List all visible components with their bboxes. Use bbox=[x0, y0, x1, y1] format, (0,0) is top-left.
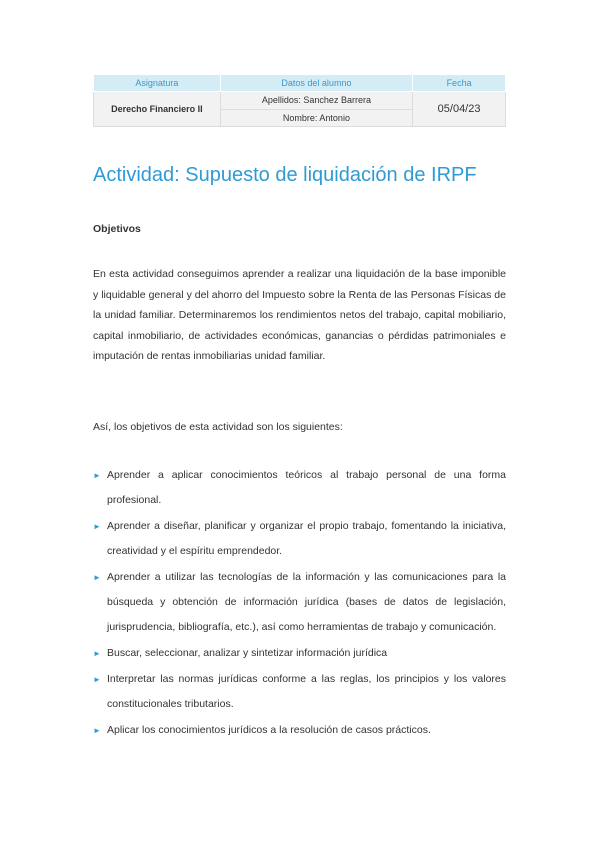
list-item bbox=[93, 565, 506, 640]
list-item bbox=[93, 641, 506, 666]
header-col-date: Fecha bbox=[413, 75, 506, 92]
list-item bbox=[93, 514, 506, 564]
arrow-bullet-icon: ► bbox=[93, 471, 101, 480]
arrow-bullet-icon: ► bbox=[93, 675, 101, 684]
arrow-bullet-icon: ► bbox=[93, 726, 101, 735]
list-item-text: Buscar, seleccionar, analizar y sintetizar información jurídica bbox=[107, 647, 388, 659]
objectives-heading: Objetivos bbox=[93, 223, 141, 235]
list-item bbox=[93, 463, 506, 513]
list-item bbox=[93, 718, 506, 743]
header-col-subject: Asignatura bbox=[94, 75, 221, 92]
list-item bbox=[93, 667, 506, 717]
list-item-text: Aprender a utilizar las tecnologías de la información y las comunicaciones para la búsqueda y obtención de información jurídica (bases de datos de legislación, jurisprudencia, bibliografía, etc.), así como herramientas de trabajo y comunicación. bbox=[107, 571, 506, 633]
name-cell: Nombre: Antonio bbox=[220, 109, 412, 127]
list-item-text: Aprender a aplicar conocimientos teóricos al trabajo personal de una forma profesional. bbox=[107, 469, 506, 506]
objectives-lead: Así, los objetivos de esta actividad son los siguientes: bbox=[93, 421, 343, 433]
arrow-bullet-icon: ► bbox=[93, 573, 101, 582]
list-item-text: Interpretar las normas jurídicas conforme a las reglas, los principios y los valores constitucionales tributarios. bbox=[107, 673, 506, 710]
header-table bbox=[93, 74, 506, 127]
arrow-bullet-icon: ► bbox=[93, 522, 101, 531]
list-item-text: Aprender a diseñar, planificar y organizar el propio trabajo, fomentando la iniciativa, creatividad y el espíritu emprendedor. bbox=[107, 520, 506, 557]
objectives-list bbox=[93, 463, 506, 744]
page-title: Actividad: Supuesto de liquidación de IRPF bbox=[93, 164, 477, 186]
header-col-student: Datos del alumno bbox=[220, 75, 412, 92]
arrow-bullet-icon: ► bbox=[93, 649, 101, 658]
subject-cell: Derecho Financiero II bbox=[94, 92, 221, 127]
list-item-text: Aplicar los conocimientos jurídicos a la resolución de casos prácticos. bbox=[107, 724, 431, 736]
intro-paragraph: En esta actividad conseguimos aprender a realizar una liquidación de la base imponible y liquidable general y del ahorro del Impuesto sobre la Renta de las Personas Físicas de la unidad familiar. Determinaremos los rendimientos netos del trabajo, capital mobiliario, capital inmobiliario, de actividades económicas, ganancias o pérdidas patrimoniales e imputación de rentas inmobiliarias unidad familiar. bbox=[93, 268, 506, 362]
date-cell: 05/04/23 bbox=[413, 92, 506, 127]
surname-cell: Apellidos: Sanchez Barrera bbox=[220, 92, 412, 110]
